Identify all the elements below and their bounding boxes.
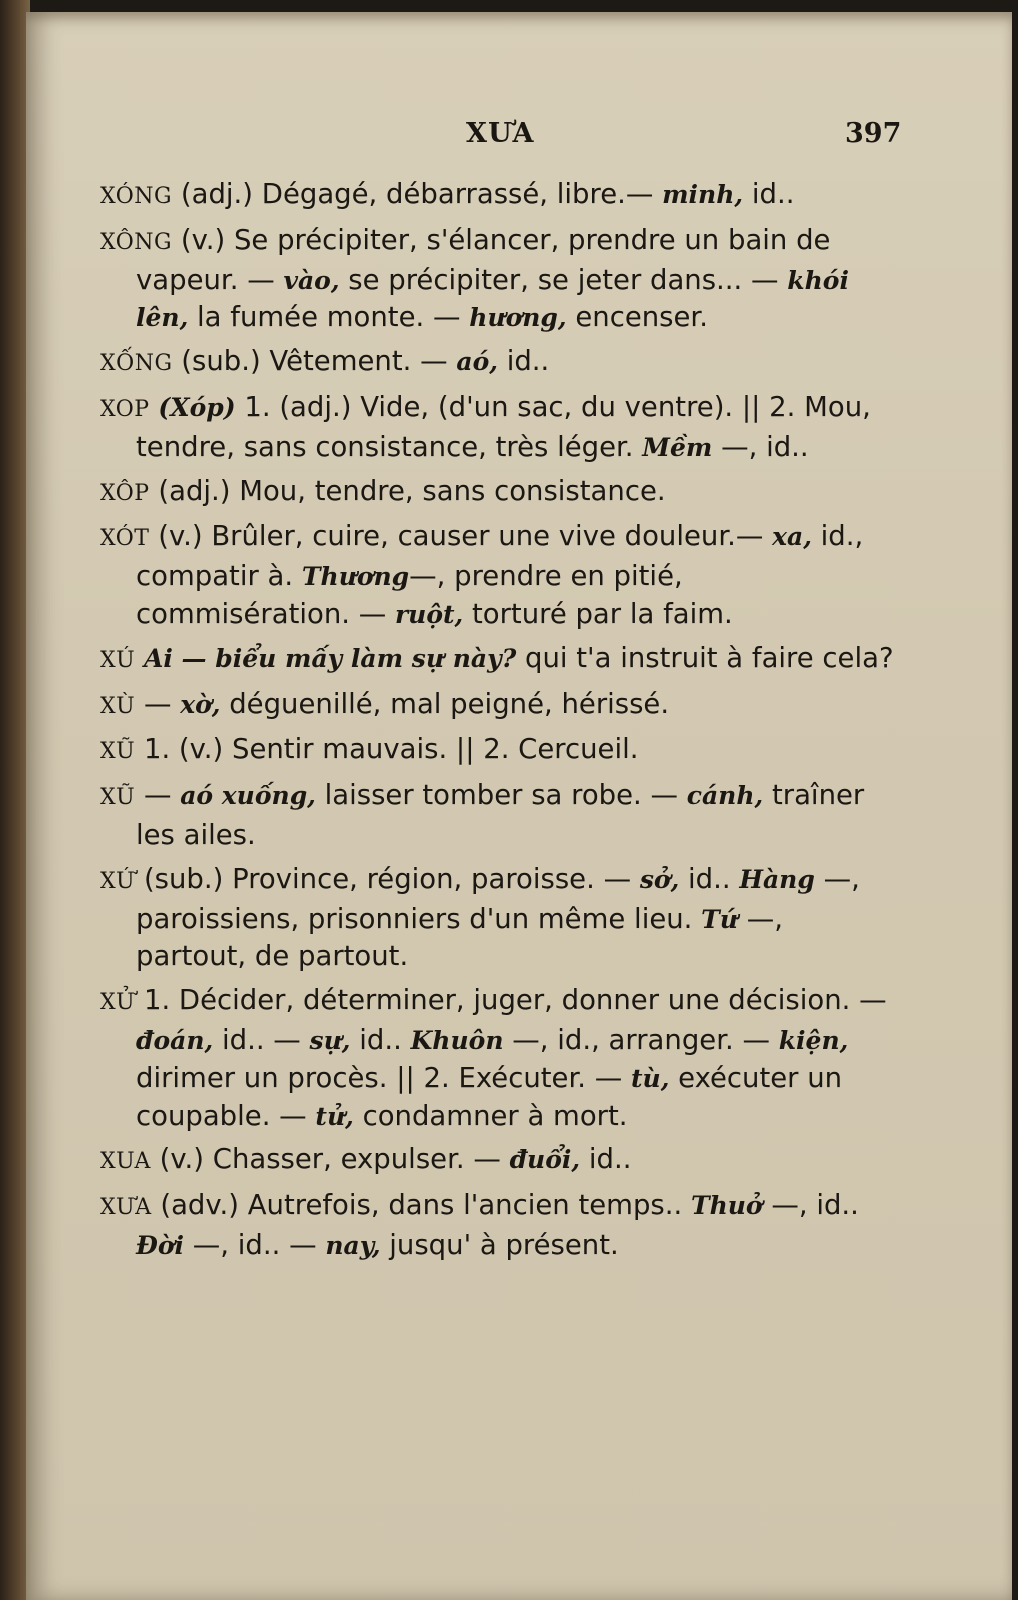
entry-text: id.. bbox=[350, 1023, 411, 1056]
entry-text: — bbox=[135, 779, 181, 812]
dictionary-entry bbox=[100, 777, 900, 855]
entry-headword: XỬ bbox=[100, 990, 136, 1016]
entry-text: —, id.. bbox=[762, 1189, 859, 1222]
entry-example: Đời bbox=[136, 1230, 185, 1260]
entry-headword: XÓNG bbox=[100, 184, 173, 209]
entry-text: id., compatir à. bbox=[136, 520, 864, 593]
entry-headword: XƯA bbox=[100, 1195, 152, 1221]
entry-text: 1. (adj.) Vide, (d'un sac, du ventre). || 2. Mou, tendre, sans consistance, très léger. bbox=[136, 390, 871, 463]
dictionary-entry bbox=[100, 222, 900, 337]
entry-text: encenser. bbox=[566, 301, 708, 334]
entry-headword: XŨ bbox=[100, 739, 136, 765]
entry-example: khói lên, bbox=[136, 265, 849, 333]
dictionary-entry bbox=[100, 473, 900, 513]
entry-text: id.. bbox=[679, 862, 740, 895]
entry-example: nay, bbox=[325, 1230, 381, 1260]
entry-text: exécuter un coupable. — bbox=[136, 1061, 843, 1132]
entry-example: kiện, bbox=[778, 1025, 849, 1055]
entry-example: đoán, bbox=[136, 1025, 214, 1055]
entry-text: la fumée monte. — bbox=[188, 301, 470, 334]
entry-text: qui t'a instruit à faire cela? bbox=[516, 641, 894, 674]
entry-text: (adj.) Mou, tendre, sans consistance. bbox=[149, 474, 666, 507]
dictionary-entry bbox=[100, 389, 900, 467]
entry-example: tù, bbox=[630, 1063, 670, 1093]
entry-text: —, partout, de partout. bbox=[136, 902, 783, 973]
entry-example: sở, bbox=[639, 864, 680, 894]
entry-example: đuổi, bbox=[509, 1145, 581, 1175]
entry-example: Ai — biểu mấy làm sự này? bbox=[143, 643, 517, 673]
dictionary-entry bbox=[100, 343, 900, 383]
running-header bbox=[0, 118, 1018, 158]
header-word: XƯA bbox=[466, 118, 535, 149]
entry-example: xa, bbox=[772, 522, 812, 552]
entry-text: dirimer un procès. || 2. Exécuter. — bbox=[136, 1061, 631, 1094]
entry-text: déguenillé, mal peigné, hérissé. bbox=[220, 687, 670, 720]
entry-example: Khuôn bbox=[410, 1025, 504, 1055]
entry-headword: XÓT bbox=[100, 526, 150, 552]
dictionary-entry bbox=[100, 1141, 900, 1181]
entry-text: — bbox=[135, 687, 181, 720]
entry-example: Tứ bbox=[701, 904, 738, 934]
entry-text: —, paroissiens, prisonniers d'un même lieu. bbox=[136, 862, 860, 935]
entry-example: ruột, bbox=[394, 599, 464, 629]
entry-headword: XÔNG bbox=[100, 229, 173, 255]
entry-text: —, id.. bbox=[712, 430, 809, 463]
entry-text: jusqu' à présent. bbox=[380, 1228, 619, 1261]
entry-text: —, id., arranger. — bbox=[503, 1023, 779, 1056]
dictionary-entry bbox=[100, 731, 900, 771]
entry-text: se précipiter, se jeter dans... — bbox=[339, 263, 788, 296]
entry-text: 1. Décider, déterminer, juger, donner une décision. — bbox=[135, 984, 887, 1017]
entry-text: (v.) Se précipiter, s'élancer, prendre un bain de vapeur. — bbox=[136, 223, 831, 296]
dictionary-entries bbox=[100, 176, 900, 1271]
entry-text: 1. (v.) Sentir mauvais. || 2. Cercueil. bbox=[135, 733, 639, 766]
entry-text: (adj.) Dégagé, débarrassé, libre.— bbox=[172, 178, 663, 210]
entry-example: Thuở bbox=[690, 1191, 763, 1221]
entry-example: Mềm bbox=[642, 432, 713, 462]
entry-text: (sub.) Province, région, paroisse. — bbox=[135, 862, 640, 895]
entry-text: id.. bbox=[743, 178, 795, 210]
dictionary-entry bbox=[100, 1187, 900, 1265]
entry-text: traîner les ailes. bbox=[136, 779, 865, 851]
entry-text: id.. — bbox=[213, 1023, 310, 1056]
entry-example: hương, bbox=[469, 303, 567, 333]
entry-headword: XUA bbox=[100, 1149, 151, 1175]
entry-text: id.. bbox=[497, 345, 550, 378]
entry-headword: XỐNG bbox=[100, 351, 173, 377]
entry-example: tử, bbox=[315, 1101, 354, 1131]
dictionary-entry bbox=[100, 176, 900, 216]
dictionary-entry bbox=[100, 686, 900, 726]
entry-example: Hàng bbox=[739, 864, 815, 894]
entry-example: aó xuống, bbox=[180, 781, 316, 811]
entry-headword: XỨ bbox=[100, 868, 136, 894]
entry-example: (Xóp) bbox=[158, 392, 236, 422]
entry-text: (v.) Chasser, expulser. — bbox=[150, 1143, 510, 1176]
entry-text: torturé par la faim. bbox=[463, 597, 733, 630]
entry-example: sự, bbox=[309, 1025, 351, 1055]
dictionary-entry bbox=[100, 640, 900, 680]
entry-example: vào, bbox=[283, 265, 340, 295]
entry-text: laisser tomber sa robe. — bbox=[315, 779, 687, 812]
entry-text: —, prendre en pitié, commisération. — bbox=[136, 560, 683, 630]
dictionary-entry bbox=[100, 861, 900, 976]
entry-text: (v.) Brûler, cuire, causer une vive douleur.— bbox=[149, 520, 773, 553]
entry-headword: XOP bbox=[100, 396, 150, 422]
dictionary-entry bbox=[100, 982, 900, 1135]
dictionary-entry bbox=[100, 518, 900, 633]
entry-text bbox=[135, 642, 144, 674]
entry-example: Thương bbox=[301, 562, 410, 592]
entry-example: aó, bbox=[456, 347, 498, 377]
entry-example: xờ, bbox=[180, 689, 221, 719]
entry-text: id.. bbox=[580, 1143, 632, 1176]
entry-headword: XŨ bbox=[100, 785, 136, 811]
entry-text: (adv.) Autrefois, dans l'ancien temps.. bbox=[151, 1189, 691, 1222]
entry-text: condamner à mort. bbox=[353, 1099, 628, 1132]
entry-text: (sub.) Vêtement. — bbox=[172, 345, 457, 378]
entry-text: —, id.. — bbox=[184, 1228, 326, 1261]
entry-headword: XÙ bbox=[100, 693, 136, 719]
entry-headword: XÔP bbox=[100, 480, 150, 506]
entry-example: minh, bbox=[662, 180, 744, 209]
entry-headword: XÚ bbox=[100, 647, 136, 673]
page-number: 397 bbox=[845, 118, 902, 149]
entry-example: cánh, bbox=[686, 781, 764, 811]
